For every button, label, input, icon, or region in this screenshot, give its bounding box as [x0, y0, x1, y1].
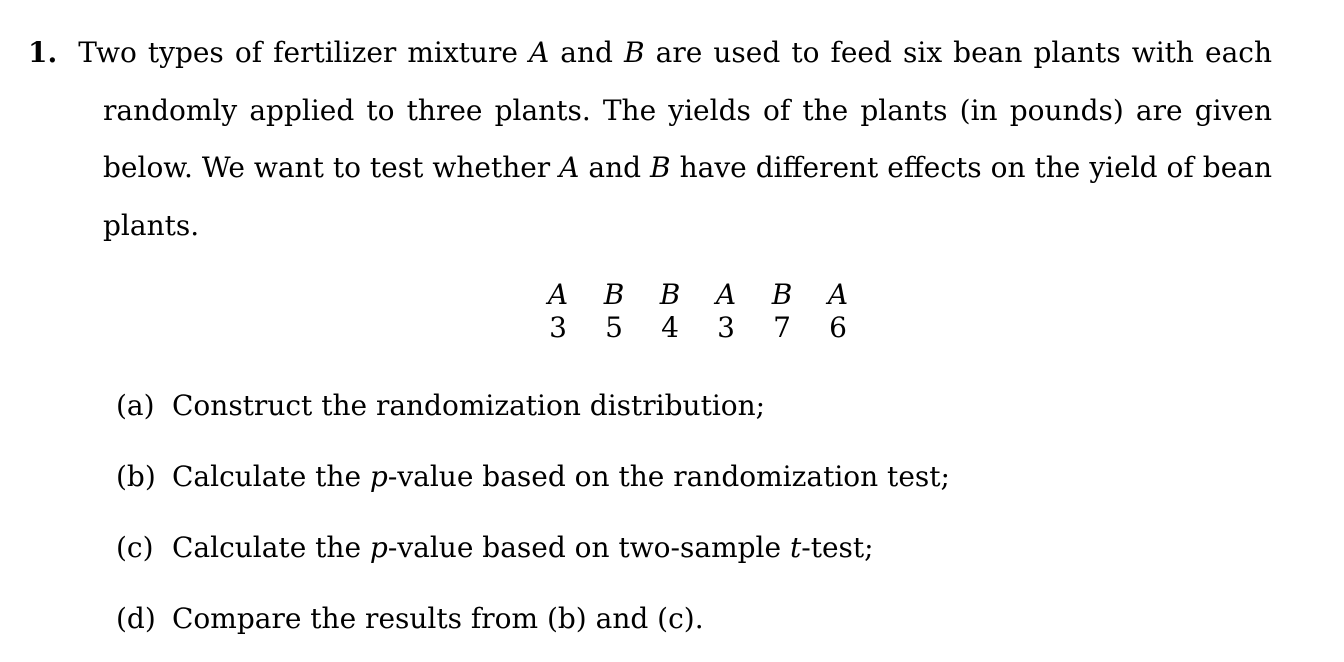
part-a [116, 378, 950, 449]
part-text: Compare the results from (b) and (c). [172, 602, 704, 635]
treatment-label: A [827, 278, 849, 311]
problem-line-1 [28, 24, 1272, 82]
treatment-label: B [603, 278, 625, 311]
problem-statement [28, 24, 1272, 254]
yield-value: 4 [661, 311, 679, 344]
treatment-label: B [659, 278, 681, 311]
part-text: -value based on two-sample [387, 531, 790, 564]
problem-line-4: plants. [103, 208, 200, 242]
math-symbol: t [789, 531, 802, 564]
math-symbol: p [369, 531, 388, 564]
problem-line-3: below. We want to test whether A and B have different effects on the yield of bean [103, 151, 1272, 184]
part-label: (c) [116, 531, 154, 564]
problem-line-2: randomly applied to three plants. The yields of the plants (in pounds) are given [103, 93, 1272, 127]
yield-value: 7 [773, 311, 791, 344]
part-d [116, 591, 950, 662]
part-label: (a) [116, 389, 155, 422]
math-symbol: B [650, 151, 671, 184]
yield-value: 3 [549, 311, 567, 344]
yield-value: 3 [717, 311, 735, 344]
treatment-label: A [547, 278, 569, 311]
treatment-label: A [715, 278, 737, 311]
part-c [116, 520, 950, 591]
part-b [116, 449, 950, 520]
math-symbol: A [528, 36, 550, 69]
math-symbol: A [559, 151, 580, 184]
part-label: (d) [116, 602, 156, 635]
part-text: -value based on the randomization test; [387, 460, 950, 493]
part-text: Calculate the [172, 460, 370, 493]
treatment-label: B [771, 278, 793, 311]
yield-value: 6 [829, 311, 847, 344]
sub-questions [116, 378, 950, 662]
problem-line-1-text: Two types of fertilizer mixture A and B are used to feed six bean plants with each [67, 36, 1272, 69]
problem-number: 1. [28, 36, 58, 69]
part-text: Construct the randomization distribution; [172, 389, 766, 422]
yield-data-table [530, 278, 866, 344]
math-symbol: p [369, 460, 388, 493]
yield-value: 5 [605, 311, 623, 344]
part-label: (b) [116, 460, 156, 493]
part-text: -test; [801, 531, 874, 564]
part-text: Calculate the [172, 531, 370, 564]
yield-row [530, 311, 866, 344]
treatment-row [530, 278, 866, 311]
math-symbol: B [624, 36, 645, 69]
